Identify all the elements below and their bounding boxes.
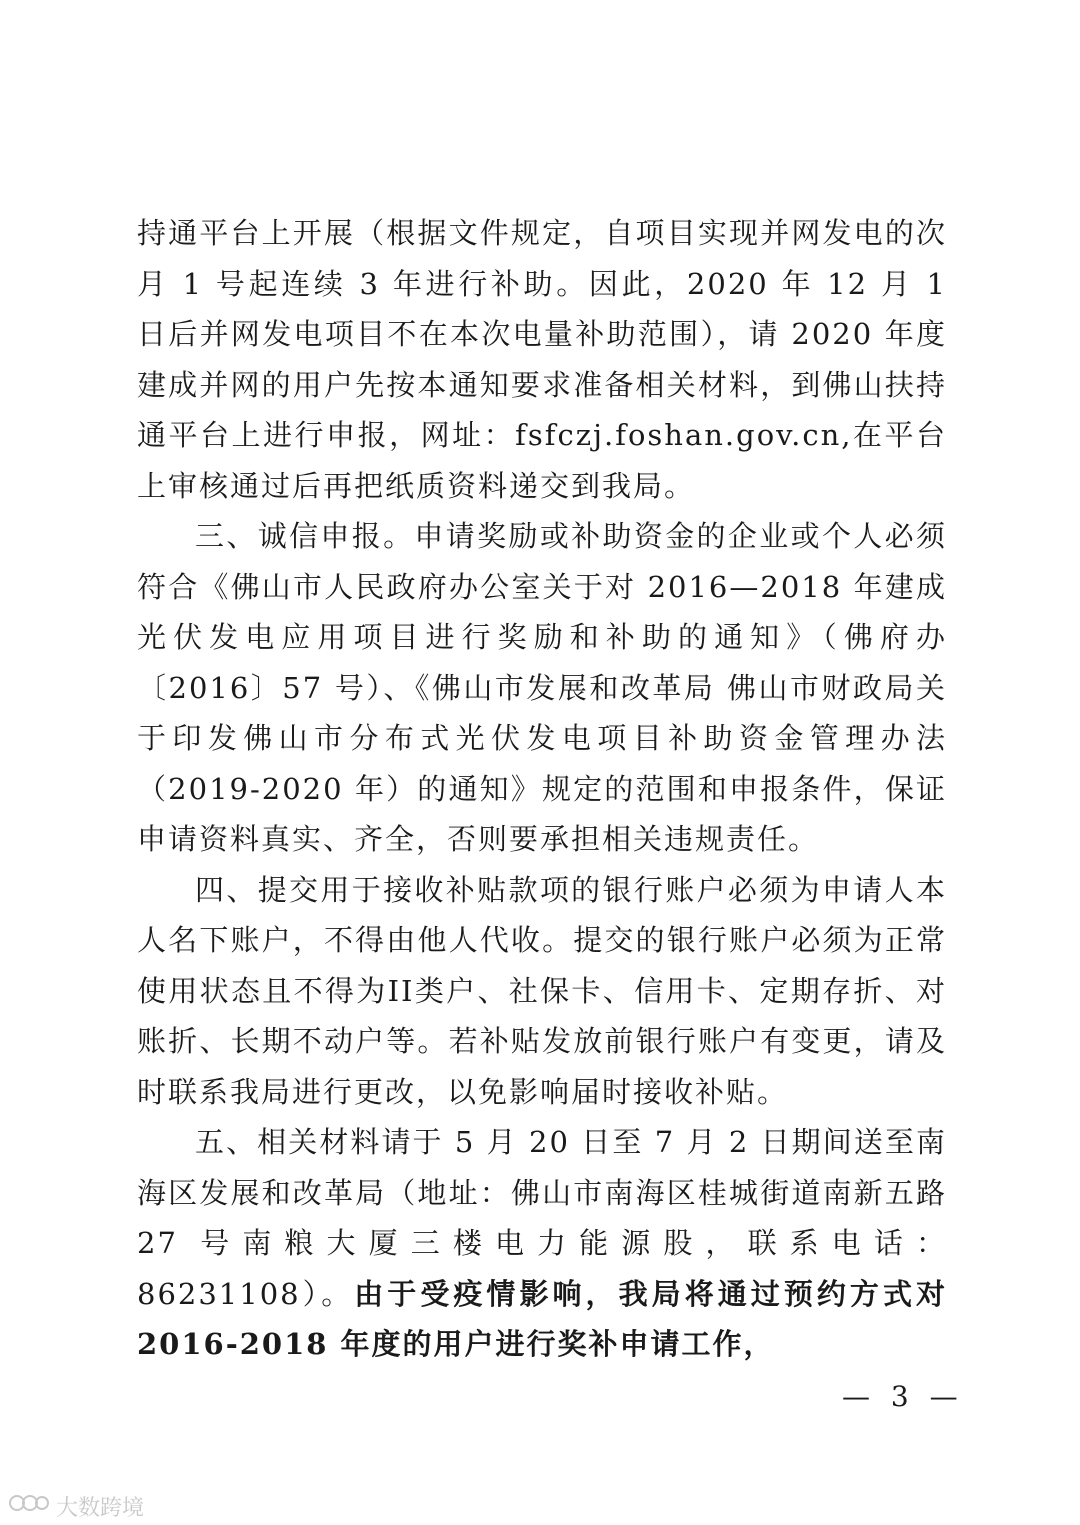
paragraph-item-5 bbox=[137, 1117, 947, 1370]
document-body bbox=[137, 208, 947, 1370]
watermark bbox=[8, 1490, 144, 1522]
paragraph-item-4: 四、提交用于接收补贴款项的银行账户必须为申请人本人名下账户，不得由他人代收。提交的银行账户必须为正常使用状态且不得为II类户、社保卡、信用卡、定期存折、对账折、长期不动户等。若补贴发放前银行账户有变更，请及时联系我局进行更改，以免影响届时接收补贴。 bbox=[137, 872, 947, 1109]
paragraph-item-5-bold-text: 由于受疫情影响，我局将通过预约方式对 2016-2018 年度的用户进行奖补申请工作， bbox=[137, 1276, 947, 1361]
paragraph-item-5-text: 五、相关材料请于 5 月 20 日至 7 月 2 日期间送至南海区发展和改革局（地址：佛山市南海区桂城街道南新五路 27 号南粮大厦三楼电力能源股，联系电话：86231108）。 bbox=[137, 1125, 947, 1311]
watermark-text: 大数跨境 bbox=[56, 1495, 145, 1521]
page-number: — 3 — bbox=[842, 1380, 964, 1413]
paragraph-item-3: 三、诚信申报。申请奖励或补助资金的企业或个人必须符合《佛山市人民政府办公室关于对 2016—2018 年建成光伏发电应用项目进行奖励和补助的通知》（佛府办〔2016〕57 号）、《佛山市发展和改革局 佛山市财政局关于印发佛山市分布式光伏发电项目补助资金管理办法（2019-2020 年）的通知》规定的范围和申报条件，保证申请资料真实、齐全，否则要承担相关违规责任。 bbox=[137, 519, 947, 856]
brand-logo-icon bbox=[8, 1490, 50, 1522]
paragraph-continuation: 持通平台上开展（根据文件规定，自项目实现并网发电的次月 1 号起连续 3 年进行补助。因此，2020 年 12 月 1 日后并网发电项目不在本次电量补助范围），请 2020 年度建成并网的用户先按本通知要求准备相关材料，到佛山扶持通平台上进行申报，网址：fsfczj.foshan.gov.cn,在平台上审核通过后再把纸质资料递交到我局。 bbox=[137, 216, 947, 503]
